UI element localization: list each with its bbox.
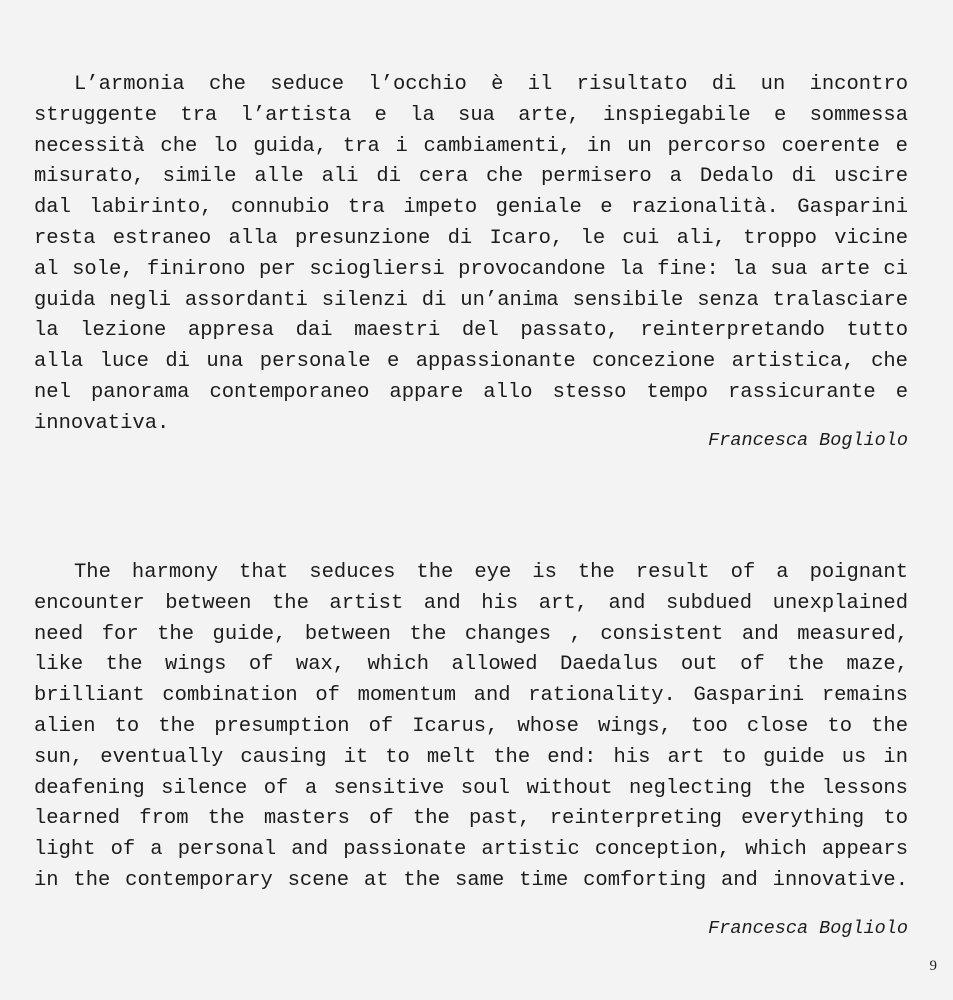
- text-line: alien to the presumption of Icarus, whose wings, too close to the: [34, 714, 908, 738]
- text-line: need for the guide, between the changes , consistent and measured,: [34, 622, 908, 646]
- text-line: The harmony that seduces the eye is the result of a poignant: [74, 561, 908, 584]
- text-line: dal labirinto, connubio tra impeto geniale e razionalità. Gasparini: [34, 196, 908, 220]
- text-line: la lezione appresa dai maestri del passato, reinterpretando tutto: [34, 319, 908, 343]
- text-line: light of a personal and passionate artistic conception, which appears: [34, 838, 908, 862]
- text-line: in the contemporary scene at the same time comforting and innovative.: [34, 868, 908, 892]
- text-line: resta estraneo alla presunzione di Icaro, le cui ali, troppo vicine: [34, 226, 908, 250]
- page-number: 9: [929, 958, 937, 974]
- text-line: sun, eventually causing it to melt the end: his art to guide us in: [34, 745, 908, 769]
- text-line: necessità che lo guida, tra i cambiamenti, in un percorso coerente e: [34, 134, 908, 158]
- text-line: struggente tra l’artista e la sua arte, inspiegabile e sommessa: [34, 103, 908, 127]
- english-paragraph: [34, 558, 908, 897]
- text-line: nel panorama contemporaneo appare allo stesso tempo rassicurante e: [34, 380, 908, 404]
- text-line: guida negli assordanti silenzi di un’anima sensibile senza tralasciare: [34, 288, 908, 312]
- text-line: like the wings of wax, which allowed Daedalus out of the maze,: [34, 653, 908, 677]
- text-line: brilliant combination of momentum and rationality. Gasparini remains: [34, 684, 908, 708]
- text-line: learned from the masters of the past, reinterpreting everything to: [34, 807, 908, 831]
- italian-text-block: [34, 70, 908, 440]
- english-text-block: [34, 558, 908, 897]
- italian-author-signature: Francesca Bogliolo: [708, 430, 908, 451]
- italian-paragraph: [34, 70, 908, 440]
- text-line: L’armonia che seduce l’occhio è il risultato di un incontro: [74, 73, 908, 96]
- text-line: deafening silence of a sensitive soul without neglecting the lessons: [34, 776, 908, 800]
- english-author-signature: Francesca Bogliolo: [708, 918, 908, 939]
- text-line: encounter between the artist and his art, and subdued unexplained: [34, 591, 908, 615]
- text-line: alla luce di una personale e appassionante concezione artistica, che: [34, 350, 908, 374]
- text-line: misurato, simile alle ali di cera che permisero a Dedalo di uscire: [34, 165, 908, 189]
- text-line: al sole, finirono per sciogliersi provocandone la fine: la sua arte ci: [34, 257, 908, 281]
- text-line: innovativa.: [34, 411, 170, 435]
